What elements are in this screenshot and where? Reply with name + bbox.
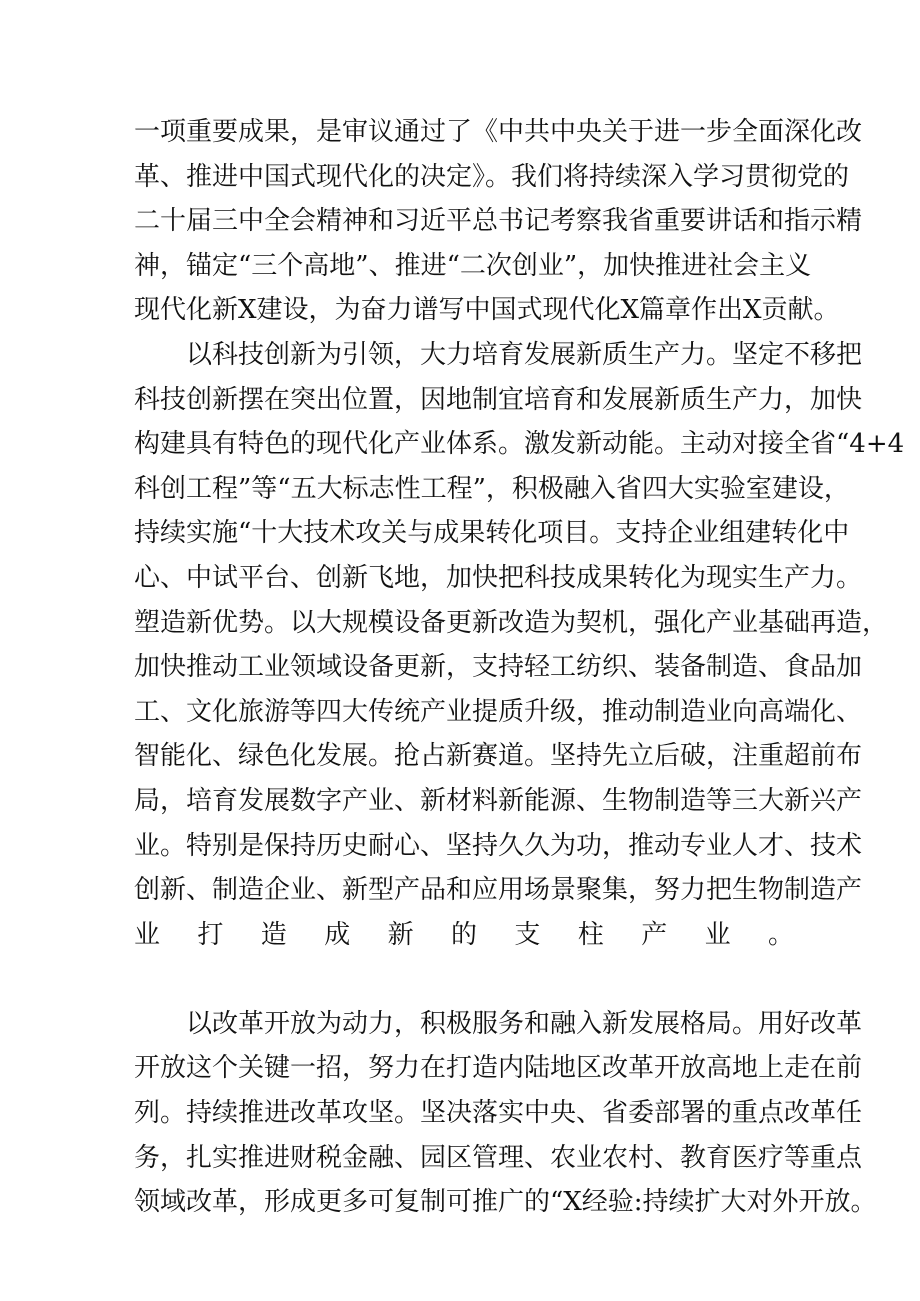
text-line: 革、推进中国式现代化的决定》。我们将持续深入学习贯彻党的 xyxy=(134,161,850,192)
text-line: 业打造成新的支柱产业。 xyxy=(134,919,794,950)
text-line: 现代化新X建设，为奋力谱写中国式现代化X篇章作出X贡献。 xyxy=(134,295,840,326)
text-line: 神，锚定“三个高地”、推进“二次创业”，加快推进社会主义 xyxy=(134,250,812,281)
text-line: 列。持续推进改革攻坚。坚决落实中央、省委部署的重点改革任 xyxy=(134,1098,863,1129)
text-line: 加快推动工业领域设备更新，支持轻工纺织、装备制造、食品加 xyxy=(134,652,863,683)
text-line: 一项重要成果，是审议通过了《中共中央关于进一步全面深化改 xyxy=(134,117,863,147)
paragraph-3 xyxy=(134,1002,877,1225)
text-line: 以科技创新为引领，大力培育发展新质生产力。坚定不移把 xyxy=(186,339,863,370)
text-line: 智能化、绿色化发展。抢占新赛道。坚持先立后破，注重超前布 xyxy=(134,741,863,772)
text-line: 持续实施“十大技术攻关与成果转化项目。支持企业组建转化中 xyxy=(134,518,850,549)
paragraph-2 xyxy=(134,333,905,1002)
text-line: 开放这个关键一招，努力在打造内陆地区改革开放高地上走在前 xyxy=(134,1053,863,1084)
paragraph-1 xyxy=(134,110,863,333)
text-line: 创新、制造企业、新型产品和应用场景聚集，努力把生物制造产 xyxy=(134,875,863,906)
text-line xyxy=(134,957,794,1002)
text-line: 务，扎实推进财税金融、园区管理、农业农村、教育医疗等重点 xyxy=(134,1142,863,1173)
text-line: 二十届三中全会精神和习近平总书记考察我省重要讲话和指示精 xyxy=(134,206,863,237)
body-text xyxy=(134,110,905,1225)
text-line: 构建具有特色的现代化产业体系。激发新动能。主动对接全省“4+4 xyxy=(134,429,905,460)
text-line: 以改革开放为动力，积极服务和融入新发展格局。用好改革 xyxy=(186,1008,863,1039)
text-line: 工、文化旅游等四大传统产业提质升级，推动制造业向高端化、 xyxy=(134,696,863,727)
text-line: 科技创新摆在突出位置，因地制宜培育和发展新质生产力，加快 xyxy=(134,384,863,415)
text-line: 业。特别是保持历史耐心、坚持久久为功，推动专业人才、技术 xyxy=(134,830,863,861)
text-line: 塑造新优势。以大规模设备更新改造为契机，强化产业基础再造， xyxy=(134,607,889,638)
text-line: 心、中试平台、创新飞地，加快把科技成果转化为现实生产力。 xyxy=(134,562,863,593)
text-line: 领域改革，形成更多可复制可推广的“X经验:持续扩大对外开放。 xyxy=(134,1187,877,1218)
text-line: 科创工程”等“五大标志性工程”，积极融入省四大实验室建设， xyxy=(134,473,850,504)
text-line: 局，培育发展数字产业、新材料新能源、生物制造等三大新兴产 xyxy=(134,785,863,816)
